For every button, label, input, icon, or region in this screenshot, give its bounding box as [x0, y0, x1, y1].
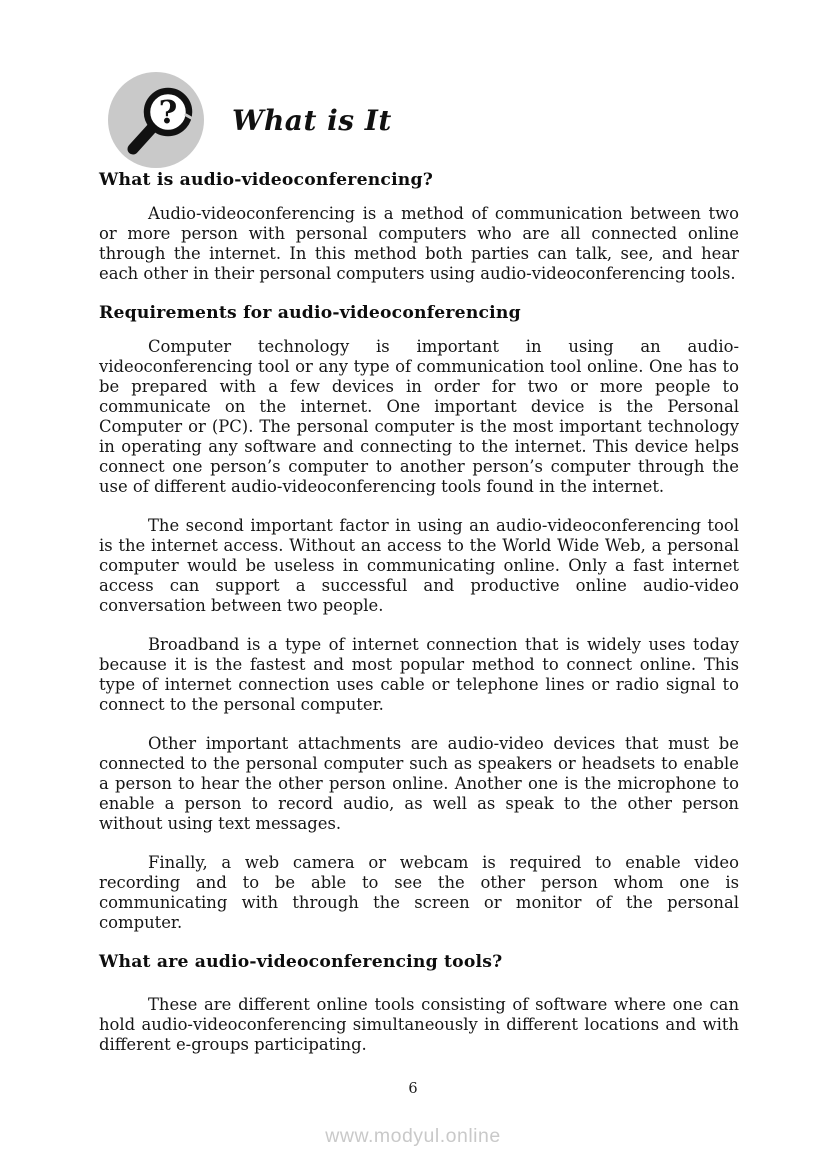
magnifier-question-icon — [108, 72, 204, 168]
paragraph: Computer technology is important in using an audio-videoconferencing tool or any type of communication tool online. One has to be prepared with a few devices in order for two or more people to communicate on the internet. One important device is the Personal Computer or (PC). The personal computer is the most important technology in operating any software and connecting to the internet. This device helps connect one person’s computer to another person’s computer through the use of different audio-videoconferencing tools found in the internet. — [99, 337, 739, 496]
svg-text:?: ? — [158, 93, 178, 131]
document-body — [99, 170, 739, 1074]
section-heading-requirements: Requirements for audio-videoconferencing — [99, 303, 521, 323]
paragraph: Audio-videoconferencing is a method of communication between two or more person with personal computers who are all connected online through the internet. In this method both parties can talk, see, and hear each other in their personal computers using audio-videoconferencing tools. — [99, 204, 739, 283]
paragraph: Finally, a web camera or webcam is required to enable video recording and to be able to see the other person whom one is communicating with through the screen or monitor of the personal computer. — [99, 853, 739, 932]
page-number: 6 — [408, 1081, 418, 1097]
paragraph: The second important factor in using an audio-videoconferencing tool is the internet access. Without an access to the World Wide Web, a personal computer would be useless in communicating online. Only a fast internet access can support a successful and productive online audio-video conversation between two people. — [99, 516, 739, 615]
section-heading-tools: What are audio-videoconferencing tools? — [99, 952, 503, 972]
section-header — [108, 72, 392, 168]
paragraph: Other important attachments are audio-video devices that must be connected to the personal computer such as speakers or headsets to enable a person to hear the other person online. Another one is the microphone to enable a person to record audio, as well as speak to the other person without using text messages. — [99, 734, 739, 833]
section-heading-what-is: What is audio-videoconferencing? — [99, 170, 433, 190]
paragraph: Broadband is a type of internet connection that is widely uses today because it is the fastest and most popular method to connect online. This type of internet connection uses cable or telephone lines or radio signal to connect to the personal computer. — [99, 635, 739, 714]
page-title: What is It — [232, 103, 392, 137]
paragraph: These are different online tools consisting of software where one can hold audio-videoconferencing simultaneously in different locations and with different e-groups participating. — [99, 995, 739, 1054]
watermark: www.modyul.online — [325, 1125, 501, 1147]
